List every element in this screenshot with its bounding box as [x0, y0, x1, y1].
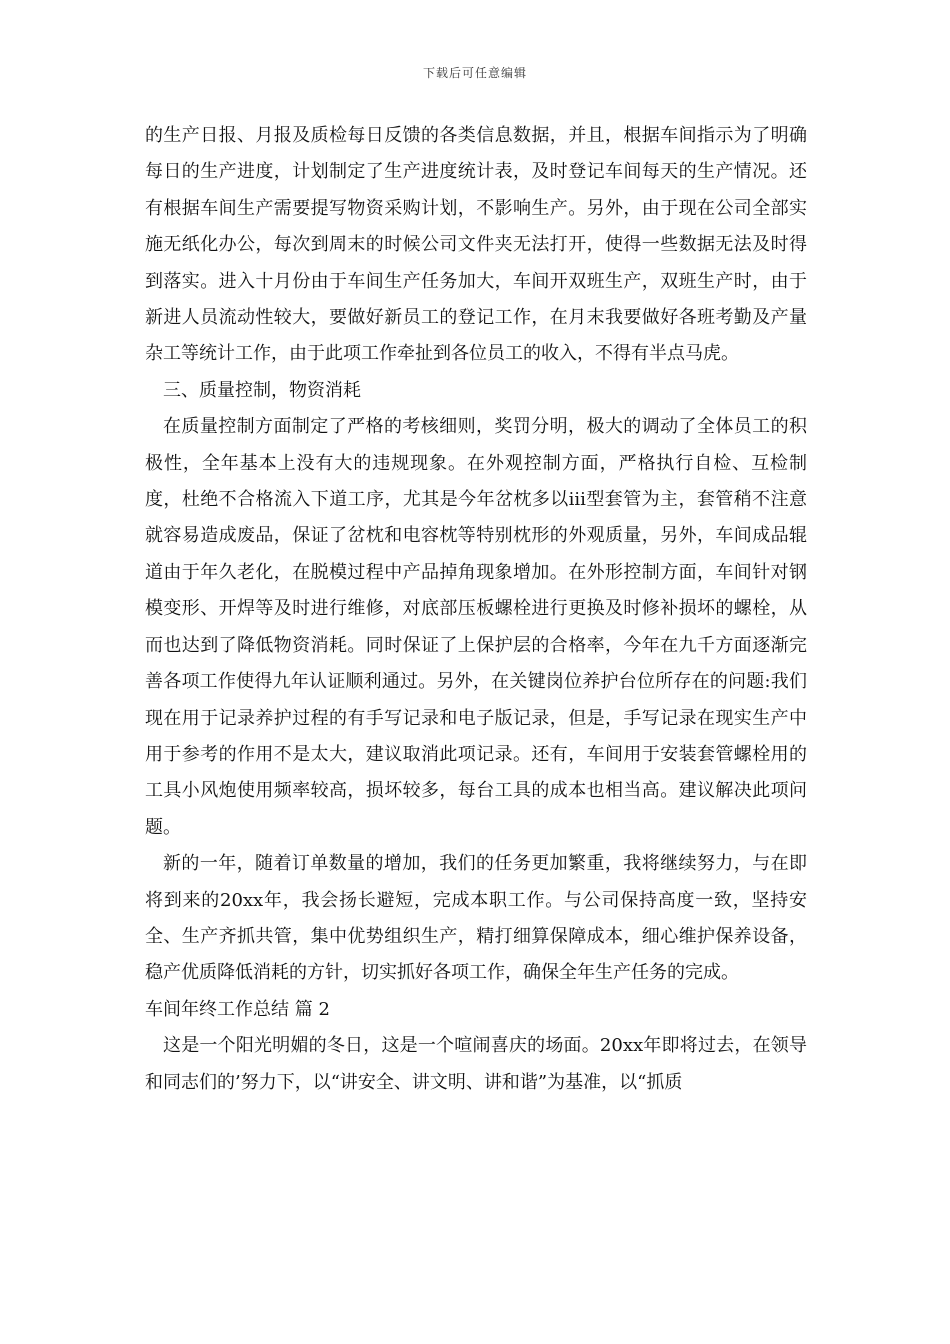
paragraph-winter-day: 这是一个阳光明媚的冬日，这是一个喧闹喜庆的场面。20xx年即将过去，在领导和同志们的’努力下，以“讲安全、讲文明、讲和谐”为基准，以“抓质	[145, 1035, 807, 1093]
document-body	[145, 118, 807, 1101]
article-heading-part-2: 车间年终工作总结 篇 2	[145, 998, 330, 1020]
paragraph-statistics: 的生产日报、月报及质检每日反馈的各类信息数据，并且，根据车间指示为了明确每日的生产进度，计划制定了生产进度统计表，及时登记车间每天的生产情况。还有根据车间生产需要提写物资采购计划，不影响生产。另外，由于现在公司全部实施无纸化办公，每次到周末的时候公司文件夹无法打开，使得一些数据无法及时得到落实。进入十月份由于车间生产任务加大，车间开双班生产，双班生产时，由于新进人员流动性较大，要做好新员工的登记工作，在月末我要做好各班考勤及产量杂工等统计工作，由于此项工作牵扯到各位员工的收入，不得有半点马虎。	[145, 125, 807, 365]
page-header: 下载后可任意编辑	[422, 66, 527, 80]
paragraph-new-year-plan: 新的一年，随着订单数量的增加，我们的任务更加繁重，我将继续努力，与在即将到来的20xx年，我会扬长避短，完成本职工作。与公司保持高度一致，坚持安全、生产齐抓共管，集中优势组织生产，精打细算保障成本，细心维护保养设备，稳产优质降低消耗的方针，切实抓好各项工作，确保全年生产任务的完成。	[145, 853, 807, 984]
paragraph-quality-control: 在质量控制方面制定了严格的考核细则，奖罚分明，极大的调动了全体员工的积极性，全年基本上没有大的违规现象。在外观控制方面，严格执行自检、互检制度，杜绝不合格流入下道工序，尤其是今年岔枕多以iii型套管为主，套管稍不注意就容易造成废品，保证了岔枕和电容枕等特别枕形的外观质量，另外，车间成品辊道由于年久老化，在脱模过程中产品掉角现象增加。在外形控制方面，车间针对钢模变形、开焊等及时进行维修，对底部压板螺栓进行更换及时修补损坏的螺栓，从而也达到了降低物资消耗。同时保证了上保护层的合格率，今年在九千方面逐渐完善各项工作使得九年认证顺利通过。另外，在关键岗位养护台位所存在的问题:我们现在用于记录养护过程的有手写记录和电子版记录，但是，手写记录在现实生产中用于参考的作用不是太大，建议取消此项记录。还有，车间用于安装套管螺栓用的工具小风炮使用频率较高，损坏较多，每台工具的成本也相当高。建议解决此项问题。	[145, 416, 807, 838]
section-heading-quality-control: 三、质量控制，物资消耗	[163, 379, 361, 401]
